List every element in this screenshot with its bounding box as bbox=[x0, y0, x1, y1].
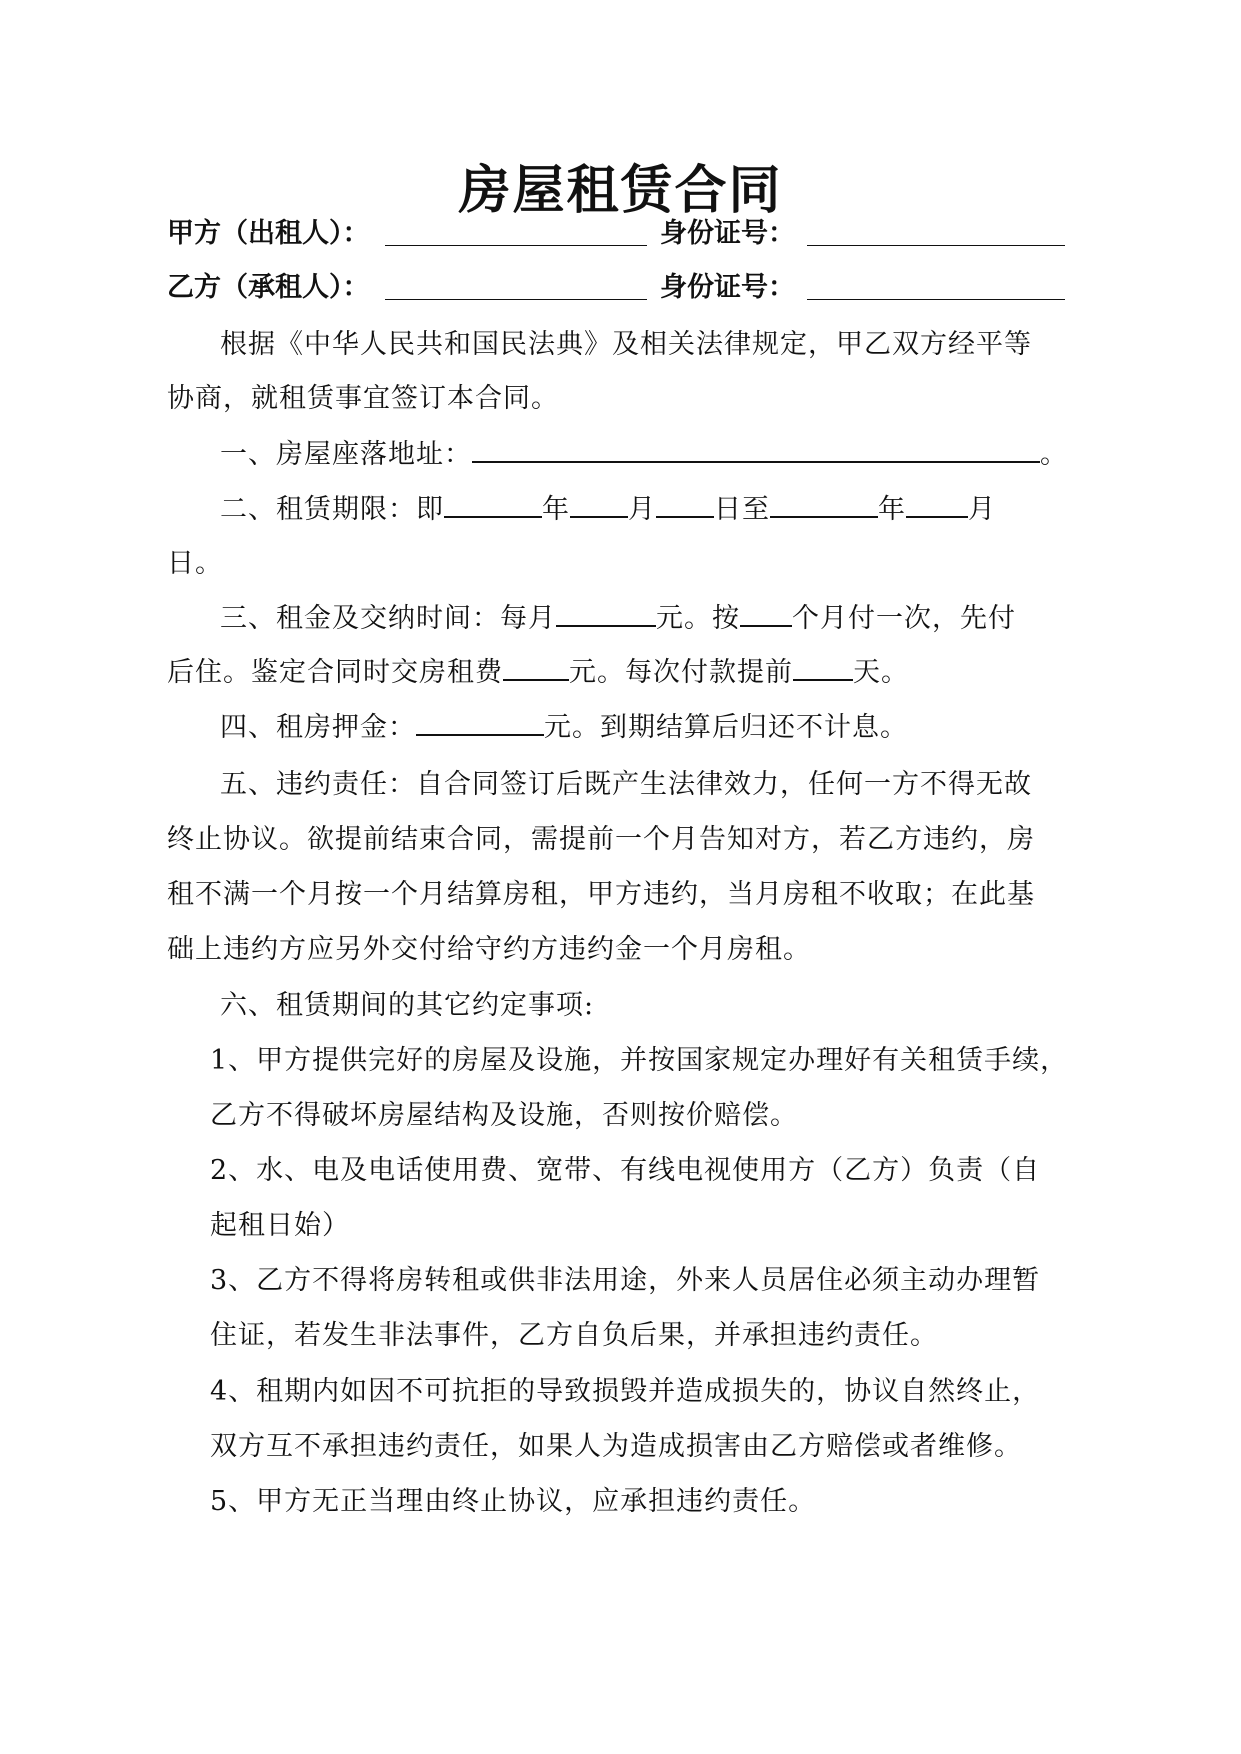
clause-6-item-4-line-2: 双方互不承担违约责任，如果人为造成损害由乙方赔偿或者维修。 bbox=[210, 1431, 1022, 1462]
document-title: 房屋租赁合同 bbox=[458, 161, 783, 221]
party-a-name-blank bbox=[385, 245, 647, 246]
intro-line-2: 协商，就租赁事宜签订本合同。 bbox=[167, 383, 559, 414]
clause-4-deposit bbox=[220, 705, 908, 744]
start-month-blank bbox=[570, 490, 628, 518]
day-to-text: 日至 bbox=[714, 494, 770, 525]
clause-1-suffix: 。 bbox=[1040, 439, 1068, 470]
clause-1-label: 一、房屋座落地址： bbox=[220, 439, 472, 470]
clause-2-label: 二、租赁期限：即 bbox=[220, 494, 444, 525]
deposit-terms-text: 元。到期结算后归还不计息。 bbox=[544, 712, 908, 743]
pay-once-text: 个月付一次，先付 bbox=[792, 603, 1016, 634]
monthly-rent-blank bbox=[556, 599, 656, 627]
clause-6-item-3-line-1: 3、乙方不得将房转租或供非法用途，外来人员居住必须主动办理暂 bbox=[210, 1265, 1041, 1296]
address-blank bbox=[472, 435, 1040, 463]
signing-rent-text: 后住。鉴定合同时交房租费 bbox=[167, 657, 503, 688]
start-day-blank bbox=[656, 490, 714, 518]
party-a-id-blank bbox=[807, 245, 1065, 246]
clause-6-item-2-line-1: 2、水、电及电话使用费、宽带、有线电视使用方（乙方）负责（自 bbox=[210, 1155, 1041, 1186]
clause-6-item-1-line-1: 1、甲方提供完好的房屋及设施，并按国家规定办理好有关租赁手续， bbox=[210, 1045, 1069, 1076]
end-year-blank bbox=[770, 490, 878, 518]
end-year-text: 年 bbox=[878, 494, 906, 525]
start-year-blank bbox=[444, 490, 542, 518]
clause-6-item-5-line-1: 5、甲方无正当理由终止协议，应承担违约责任。 bbox=[210, 1486, 817, 1517]
clause-1-address bbox=[220, 432, 1068, 471]
month-text: 月 bbox=[628, 494, 656, 525]
party-a-label: 甲方（出租人）： bbox=[167, 218, 370, 249]
clause-3-label: 三、租金及交纳时间：每月 bbox=[220, 603, 556, 634]
party-b-name-blank bbox=[385, 299, 647, 300]
clause-6-heading: 六、租赁期间的其它约定事项: bbox=[220, 990, 595, 1021]
party-b-id-label: 身份证号： bbox=[660, 272, 795, 303]
clause-5-line-2: 终止协议。欲提前结束合同，需提前一个月告知对方，若乙方违约，房 bbox=[167, 824, 1035, 855]
intro-line-1: 根据《中华人民共和国民法典》及相关法律规定，甲乙双方经平等 bbox=[220, 329, 1032, 360]
advance-text: 元。每次付款提前 bbox=[569, 657, 793, 688]
clause-5-line-3: 租不满一个月按一个月结算房租，甲方违约，当月房租不收取；在此基 bbox=[167, 879, 1035, 910]
end-month-text: 月 bbox=[968, 494, 996, 525]
year-text: 年 bbox=[542, 494, 570, 525]
clause-6-item-3-line-2: 住证，若发生非法事件，乙方自负后果，并承担违约责任。 bbox=[210, 1320, 938, 1351]
signing-rent-blank bbox=[503, 653, 569, 681]
yuan-by-text: 元。按 bbox=[656, 603, 740, 634]
party-b-label: 乙方（承租人）： bbox=[167, 272, 370, 303]
party-a-id-label: 身份证号： bbox=[660, 218, 795, 249]
clause-2-line-2: 日。 bbox=[167, 548, 223, 579]
clause-5-line-1: 五、违约责任：自合同签订后既产生法律效力，任何一方不得无故 bbox=[220, 769, 1032, 800]
clause-6-item-4-line-1: 4、租期内如因不可抗拒的导致损毁并造成损失的，协议自然终止， bbox=[210, 1376, 1041, 1407]
months-per-payment-blank bbox=[740, 599, 792, 627]
party-b-id-blank bbox=[807, 299, 1065, 300]
clause-6-item-2-line-2: 起租日始） bbox=[210, 1210, 350, 1241]
clause-2-term bbox=[220, 487, 996, 526]
days-text: 天。 bbox=[853, 657, 909, 688]
clause-4-label: 四、租房押金： bbox=[220, 712, 416, 743]
end-month-blank bbox=[906, 490, 968, 518]
deposit-blank bbox=[416, 708, 544, 736]
advance-days-blank bbox=[793, 653, 853, 681]
clause-3-line-2 bbox=[167, 650, 909, 689]
clause-6-item-1-line-2: 乙方不得破坏房屋结构及设施，否则按价赔偿。 bbox=[210, 1100, 798, 1131]
clause-3-line-1 bbox=[220, 596, 1016, 635]
clause-5-line-4: 础上违约方应另外交付给守约方违约金一个月房租。 bbox=[167, 934, 811, 965]
